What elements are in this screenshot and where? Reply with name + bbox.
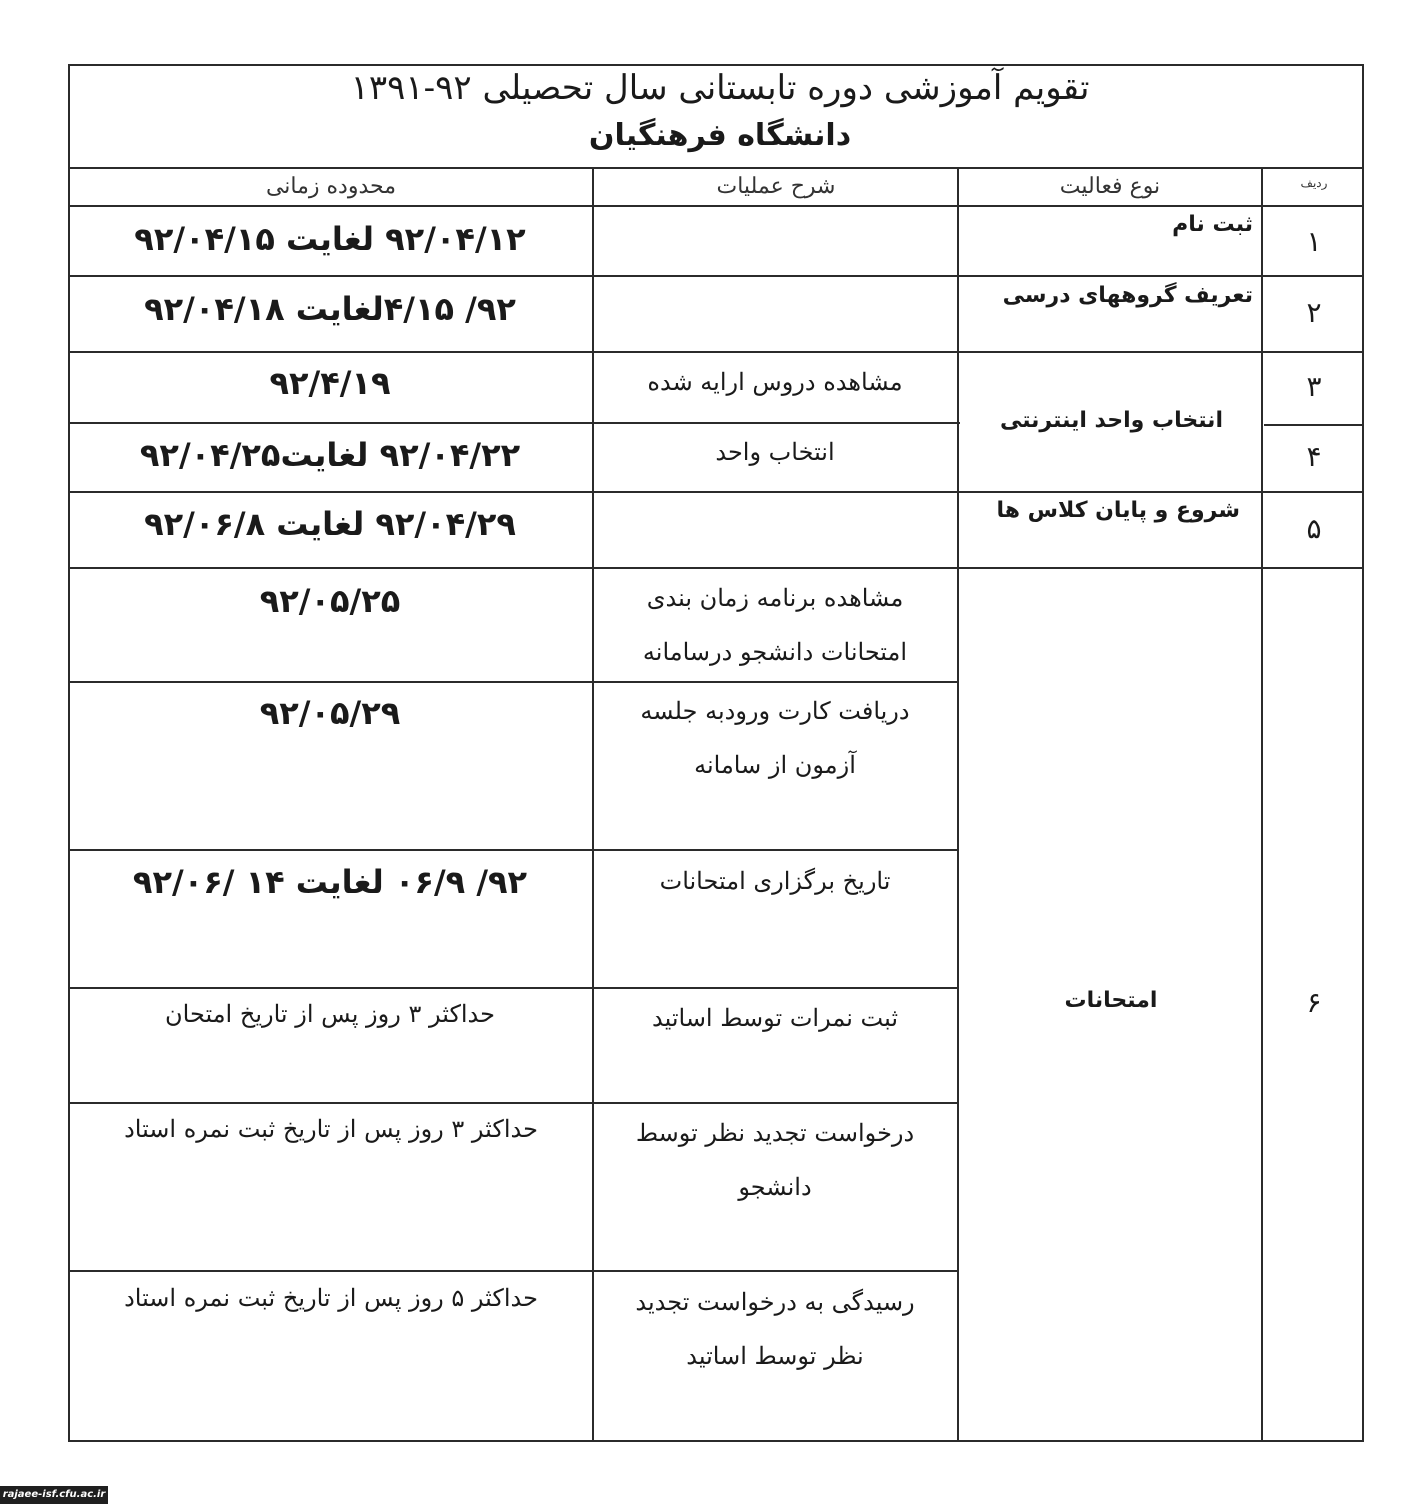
timeframe-course-groups: ۹۲/ ۴/۱۵لغایت ۹۲/۰۴/۱۸ [144, 290, 516, 328]
timeframe-classes: ۹۲/۰۴/۲۹ لغایت ۹۲/۰۶/۸ [144, 505, 516, 543]
row-divider-4 [68, 491, 1364, 493]
row-number-2: ۲ [1306, 296, 1322, 329]
header-row-no: ردیف [1300, 176, 1328, 190]
timeframe-unit-selection: ۹۲/۰۴/۲۲ لغایت۹۲/۰۴/۲۵ [139, 436, 521, 474]
operation-review-handling-line1: رسیدگی به درخواست تجدید [635, 1288, 915, 1316]
operation-review-request-line1: درخواست تجدید نظر توسط [635, 1119, 915, 1147]
operation-review-handling-line2: نظر توسط اساتید [686, 1342, 864, 1370]
document-title: تقویم آموزشی دوره تابستانی سال تحصیلی ۹۲-۱۳۹۱ [350, 68, 1090, 108]
row-number-6: ۶ [1306, 986, 1322, 1019]
title-divider [68, 167, 1364, 169]
header-divider [68, 205, 1364, 207]
operation-entry-card-line1: دریافت کارت ورودبه جلسه [640, 697, 910, 725]
row-divider-6d [68, 1102, 958, 1104]
operation-view-courses: مشاهده دروس ارایه شده [647, 368, 903, 396]
row-divider-6b [68, 849, 958, 851]
activity-online-selection: انتخاب واحد اینترنتی [999, 408, 1223, 433]
operation-exam-schedule-line1: مشاهده برنامه زمان بندی [646, 584, 904, 612]
col-divider-time-op [592, 167, 594, 1442]
row-divider-5 [68, 567, 1364, 569]
row-divider-3-right [1264, 424, 1364, 426]
operation-unit-selection: انتخاب واحد [715, 438, 835, 466]
timeframe-exam-dates: ۹۲/ ۰۶/۹ لغایت ۱۴ /۹۲/۰۶ [132, 863, 528, 901]
activity-exams: امتحانات [1064, 988, 1158, 1013]
operation-exam-schedule-line2: امتحانات دانشجو درسامانه [642, 638, 908, 666]
row-number-5: ۵ [1306, 512, 1322, 545]
operation-review-request-line2: دانشجو [738, 1173, 812, 1201]
row-divider-6e [68, 1270, 958, 1272]
header-operation: شرح عملیات [716, 174, 836, 199]
university-name: دانشگاه فرهنگیان [588, 118, 852, 153]
header-activity: نوع فعالیت [1059, 174, 1161, 199]
activity-course-groups: تعریف گروههای درسی [1002, 283, 1253, 308]
row-divider-6c [68, 987, 958, 989]
operation-grade-entry: ثبت نمرات توسط اساتید [651, 1004, 898, 1032]
row-number-1: ۱ [1306, 225, 1322, 258]
source-watermark: rajaee-isf.cfu.ac.ir [0, 1486, 108, 1504]
timeframe-review-request: حداکثر ۳ روز پس از تاریخ ثبت نمره استاد [124, 1115, 538, 1143]
row-divider-1 [68, 275, 1364, 277]
activity-registration: ثبت نام [1172, 212, 1253, 237]
timeframe-view-courses: ۹۲/۴/۱۹ [269, 364, 391, 402]
header-timeframe: محدوده زمانی [265, 174, 397, 199]
row-number-3: ۳ [1306, 370, 1322, 403]
row-number-4: ۴ [1306, 440, 1322, 473]
operation-entry-card-line2: آزمون از سامانه [694, 751, 856, 779]
col-divider-activity-num [1261, 167, 1263, 1442]
timeframe-review-handling: حداکثر ۵ روز پس از تاریخ ثبت نمره استاد [124, 1284, 538, 1312]
timeframe-grade-entry: حداکثر ۳ روز پس از تاریخ امتحان [165, 1000, 495, 1028]
timeframe-exam-schedule: ۹۲/۰۵/۲۵ [259, 582, 401, 620]
col-divider-op-activity [957, 167, 959, 1442]
timeframe-entry-card: ۹۲/۰۵/۲۹ [259, 694, 401, 732]
timeframe-registration: ۹۲/۰۴/۱۲ لغایت ۹۲/۰۴/۱۵ [134, 220, 526, 258]
operation-exam-dates: تاریخ برگزاری امتحانات [659, 867, 891, 895]
activity-classes: شروع و پایان کلاس ها [996, 498, 1240, 523]
row-divider-2 [68, 351, 1364, 353]
